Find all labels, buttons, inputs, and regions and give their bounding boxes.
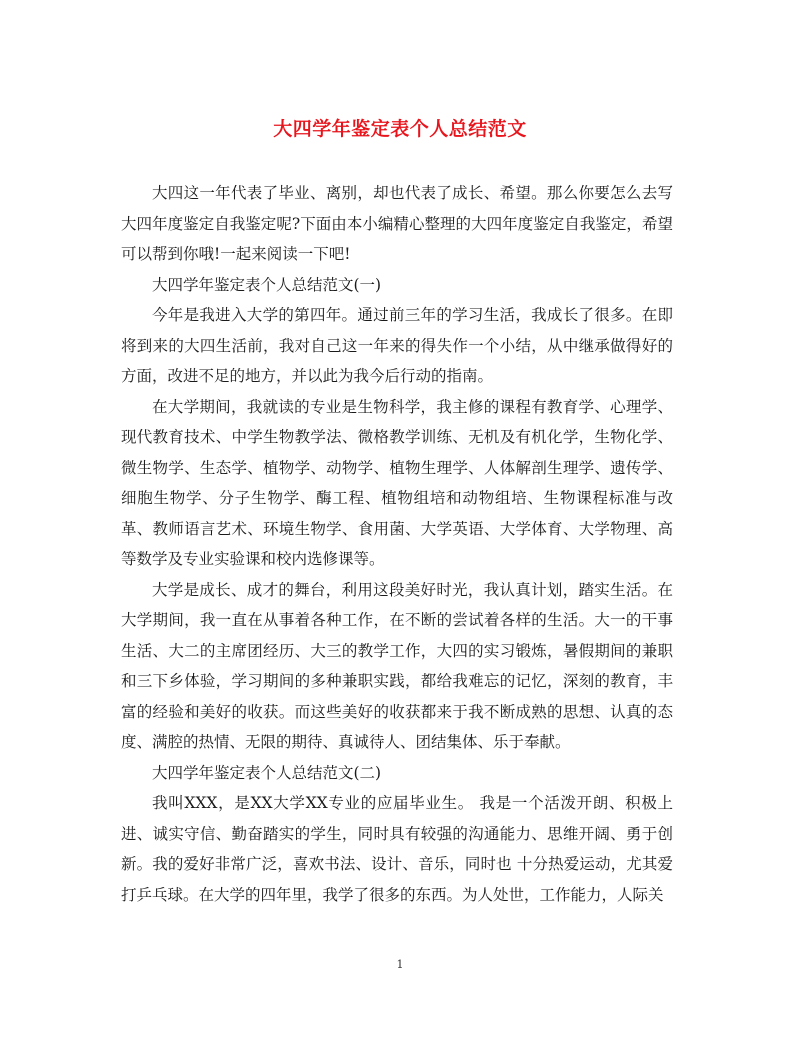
section1-paragraph: 大学是成长、成才的舞台，利用这段美好时光，我认真计划，踏实生活。在大学期间，我一直在从事着各种工作，在不断的尝试着各样的生活。大一的干事生活、大二的主席团经历、大三的教学工作，大四的实习锻炼，暑假期间的兼职和三下乡体验，学习期间的多种兼职实践，都给我难忘的记忆，深刻的教育，丰富的经验和美好的收获。而这些美好的收获都来于我不断成熟的思想、认真的态度、满腔的热情、无限的期待、真诚待人、团结集体、乐于奉献。 [121,580,673,751]
document-body [121,178,673,910]
section-heading-1: 大四学年鉴定表个人总结范文(一) [152,275,382,294]
section1-paragraph: 在大学期间，我就读的专业是生物科学，我主修的课程有教育学、心理学、现代教育技术、中学生物教学法、微格教学训练、无机及有机化学，生物化学、微生物学、生态学、植物学、动物学、植物生理学、人体解剖生理学、遗传学、细胞生物学、分子生物学、酶工程、植物组培和动物组培、生物课程标准与改革、教师语言艺术、环境生物学、食用菌、大学英语、大学体育、大学物理、高等数学及专业实验课和校内选修课等。 [121,397,673,568]
section2-paragraph: 我叫XXX，是XX大学XX专业的应届毕业生。 我是一个活泼开朗、积极上进、诚实守信、勤奋踏实的学生，同时具有较强的沟通能力、思维开阔、勇于创新。我的爱好非常广泛，喜欢书法、设计、音乐，同时也 十分热爱运动，尤其爱打乒乓球。在大学的四年里，我学了很多的东西。为人处世，工作能力，人际关 [121,794,673,904]
document-title: 大四学年鉴定表个人总结范文 [273,118,527,140]
section1-paragraph: 今年是我进入大学的第四年。通过前三年的学习生活，我成长了很多。在即将到来的大四生活前，我对自己这一年来的得失作一个小结，从中继承做得好的方面，改进不足的地方，并以此为我今后行动的指南。 [121,306,673,385]
intro-paragraph: 大四这一年代表了毕业、离别，却也代表了成长、希望。那么你要怎么去写大四年度鉴定自我鉴定呢?下面由本小编精心整理的大四年度鉴定自我鉴定，希望可以帮到你哦!一起来阅读一下吧! [121,184,673,263]
page-number: 1 [396,958,404,971]
section-heading-2: 大四学年鉴定表个人总结范文(二) [152,763,382,782]
